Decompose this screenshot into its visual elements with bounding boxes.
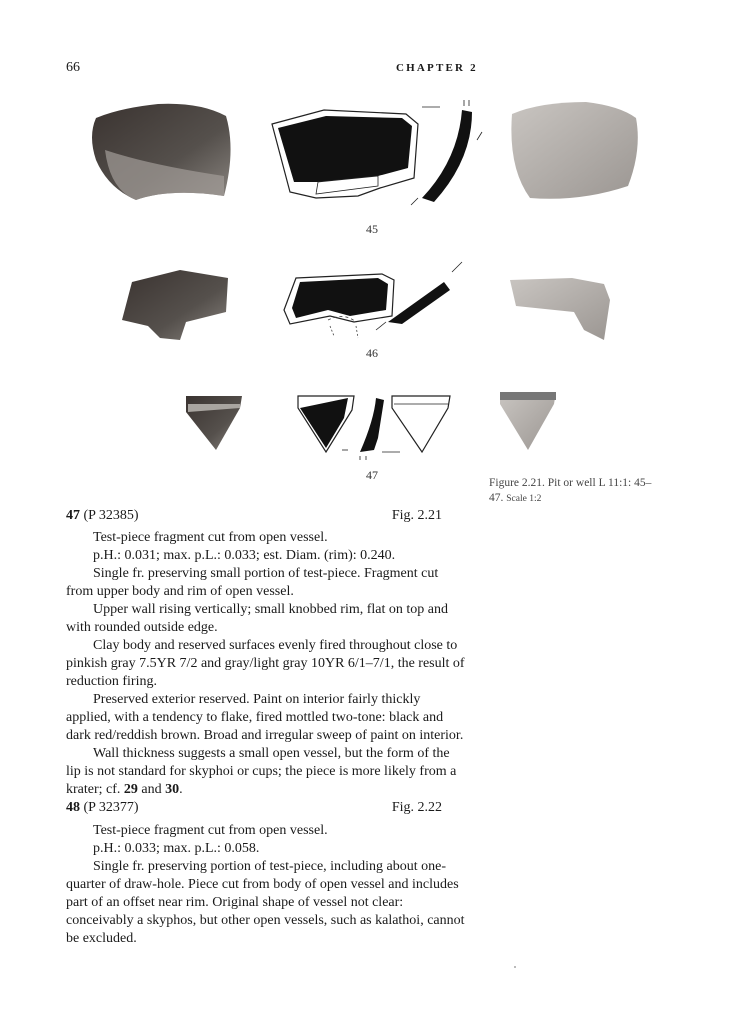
- fragment-47-photo-interior: [186, 396, 242, 450]
- running-head: CHAPTER 2: [396, 62, 478, 74]
- catalog-number: 48: [66, 800, 80, 815]
- paragraph: Clay body and reserved surfaces evenly fired throughout close to pinkish gray 7.5YR 7/2 and gray/light gray 10YR 6/1–7/1, the result of reduction firing.: [66, 638, 465, 689]
- catalog-entry-47-body: [66, 529, 466, 799]
- period: .: [179, 782, 183, 797]
- fragment-46-profile: [376, 262, 462, 330]
- paragraph: [66, 745, 466, 799]
- caption-scale: Scale 1:2: [506, 494, 542, 504]
- figure-reference: Fig. 2.22: [391, 800, 442, 815]
- paragraph: Single fr. preserving small portion of test-piece. Fragment cut from upper body and rim of open vessel.: [66, 566, 439, 599]
- page-number: 66: [66, 60, 80, 75]
- inventory-number: (P 32385): [80, 508, 139, 523]
- paragraph: Single fr. preserving portion of test-piece, including about one-quarter of draw-hole. Piece cut from body of open vessel and includes part of an offset near rim. Original shape of vessel not clear: conceivably a skyphos, but other open vessels, such as kalathoi, cannot be excluded.: [66, 859, 465, 946]
- figure-reference: Fig. 2.21: [391, 508, 442, 523]
- catalog-entry-48-body: [66, 822, 466, 948]
- paragraph: p.H.: 0.031; max. p.L.: 0.033; est. Diam. (rim): 0.240.: [93, 548, 396, 563]
- caption-title: Figure 2.21. Pit or well L 11:1: 45–: [489, 477, 652, 489]
- fragment-47-drawing-interior: [298, 396, 354, 452]
- fragment-47-photo-exterior: [500, 392, 556, 450]
- figure-plate: [0, 0, 745, 500]
- inventory-number: (P 32377): [80, 800, 139, 815]
- catalog-entry-48-heading: [66, 800, 442, 816]
- paragraph: p.H.: 0.033; max. p.L.: 0.058.: [93, 841, 260, 856]
- paragraph: Upper wall rising vertically; small knobbed rim, flat on top and with rounded outside edge.: [66, 602, 448, 635]
- figure-label-46: 46: [366, 346, 378, 360]
- cross-reference: 29: [123, 782, 138, 797]
- fragment-45-photo-exterior: [511, 102, 637, 199]
- fragment-45-drawing: [272, 110, 418, 198]
- fragment-45-photo-interior: [92, 104, 231, 200]
- fragment-47-drawing-exterior: [392, 396, 450, 452]
- catalog-number: 47: [66, 508, 80, 523]
- catalog-entry-47-heading: [66, 508, 442, 524]
- figure-label-47: 47: [366, 468, 378, 482]
- fragment-47-profile: [342, 398, 400, 460]
- conjunction: and: [137, 782, 166, 797]
- paragraph: Test-piece fragment cut from open vessel.: [93, 823, 328, 838]
- figure-label-45: 45: [366, 222, 378, 236]
- fragment-46-photo-interior: [122, 270, 228, 340]
- caption-title-cont: 47.: [489, 492, 504, 504]
- figure-caption: [489, 476, 679, 507]
- print-speck: [514, 966, 516, 968]
- paragraph: Preserved exterior reserved. Paint on interior fairly thickly applied, with a tendency to flake, fired mottled two-tone: black and dark red/reddish brown. Broad and irregular sweep of paint on interior.: [66, 692, 464, 743]
- paragraph-text: Wall thickness suggests a small open vessel, but the form of the lip is not standard for skyphoi or cups; the piece is more likely from a krater; cf.: [66, 746, 457, 797]
- fragment-46-photo-exterior: [510, 278, 610, 340]
- paragraph: Test-piece fragment cut from open vessel.: [93, 530, 328, 545]
- cross-reference: 30: [165, 782, 180, 797]
- fragment-45-profile: [411, 100, 482, 205]
